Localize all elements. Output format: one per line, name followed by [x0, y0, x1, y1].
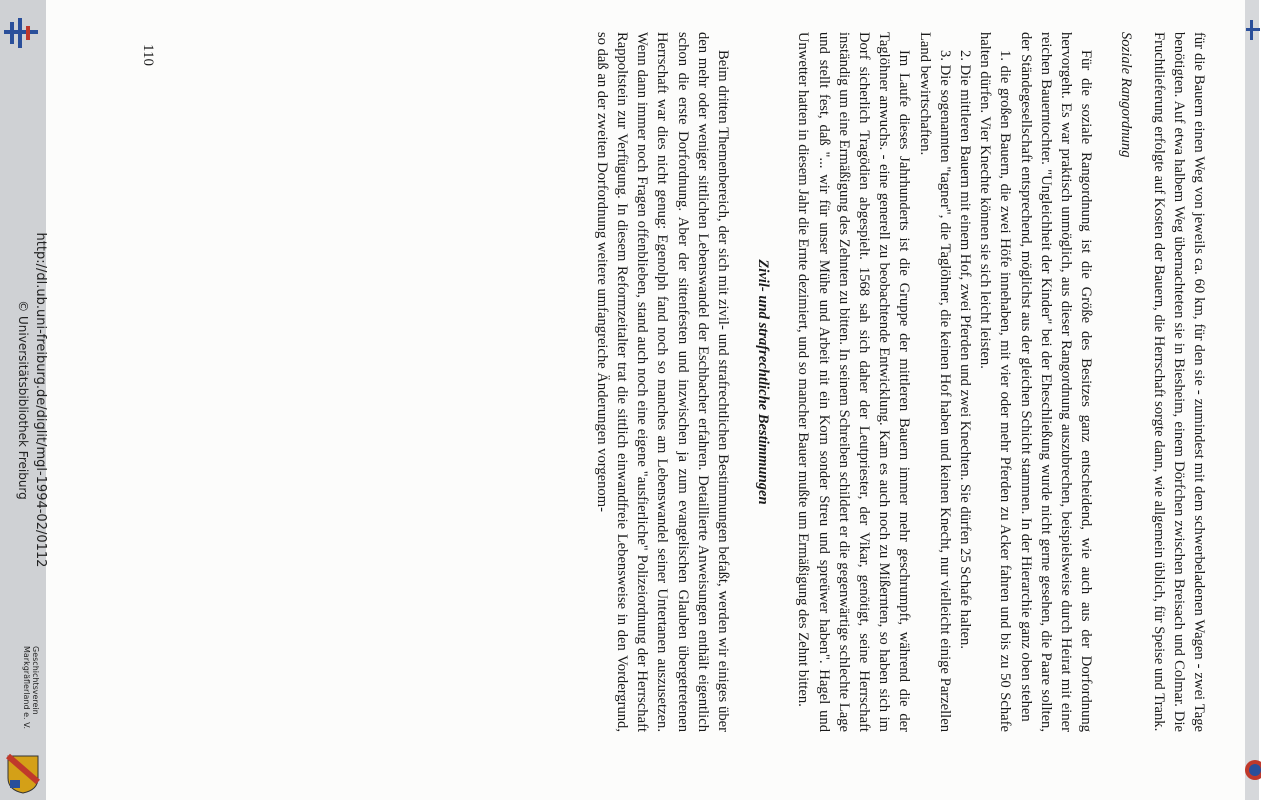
viewer-right-margin: [1245, 0, 1259, 800]
rotated-page-content: [121, 0, 1207, 800]
coat-of-arms-icon: [1245, 755, 1259, 785]
list-item: 1. die großen Bauern, die zwei Höfe innehaben, mit vier oder mehr Pferden zu Acker fahren und bis zu 50 Schafe halten dürfen. Vier Knechte können sie sich leicht leisten.: [977, 32, 1014, 732]
list-item: 3. Die sogenannten "tagner", die Taglöhner, die keinen Hof haben und keinen Knecht, nur vielleicht einige Parzellen Land bewirtschaften.: [916, 32, 953, 732]
scanned-page: [46, 0, 1245, 800]
section-heading: Zivil- und strafrechtliche Bestimmungen: [755, 259, 772, 505]
university-logo-icon: [1245, 18, 1261, 42]
list-item: 2. Die mittleren Bauern mit einem Hof, zwei Pferden und zwei Knechten. Sie dürfen 25 Schafe halten.: [956, 50, 973, 649]
copyright-notice: © Universitätsbibliothek Freiburg: [16, 300, 30, 500]
paragraph: für die Bauern einen Weg von jeweils ca. 60 km, für den sie - zumindest mit dem schwerbeladenen Wagen - zwei Tage benötigten. Auf etwa halbem Weg übernachteten sie in Biesheim, einem Dörfchen zwischen Breisach und Colmar. Die Fruchtlieferung erfolgte auf Kosten der Bauern, die Herrschaft sorgte dann, wie allgemein üblich, für Speise und Trank.: [1150, 32, 1207, 732]
paragraph: Für die soziale Rangordnung ist die Größe des Besitzes ganz entscheidend, wie auch aus der Dorfordnung hervorgeht. Es war praktisch unmöglich, aus dieser Rangordnung auszubrechen, beispielsweise durch Heirat mit einer reichen Bauerntochter. "Ungleichheit der Kinder" bei der Eheschließung wurde nicht gerne gesehen, die Paare sollten, der Ständegesellschaft entsprechend, möglichst aus der gleichen Schicht stammen. In der Hierarchie ganz oben stehen: [1017, 32, 1095, 732]
paragraph: Beim dritten Themenbereich, der sich mit zivil- und strafrechtlichen Bestimmungen befaßt, werden wir einiges über den mehr oder weniger sittlichen Lebenswandel der Eschbacher erfahren. Detaillierte Anweisungen enthält eigentlich schon die erste Dorfordnung. Aber der sittenfesten und inzwischen ja zum evangelischen Glauben übergetretenen Herrschaft war dies nicht genug: Egenolph fand noch so manches am Lebenswandel seiner Untertanen auszusetzen. Wenn dann immer noch Fragen offenblieben, stand auch noch eine eigene "ausfierliche" Polizeiordnung der Herrschaft Rappoltstein zur Verfügung. In diesem Reformzeitalter trat die sittlich einwandfreie Lebensweise in den Vordergrund, so daß an der zweiten Dorfordnung weitere umfangreiche Änderungen vorgenom-: [593, 32, 731, 732]
coat-of-arms-icon: [6, 754, 40, 794]
page-number: 110: [140, 44, 156, 66]
section-heading: Soziale Rangordnung: [1118, 32, 1135, 158]
body-text: [592, 32, 1209, 732]
source-url[interactable]: http://dl.ub.uni-freiburg.de/diglit/mgl-1994-02/0112: [33, 232, 48, 568]
paragraph: Im Laufe dieses Jahrhunderts ist die Gruppe der mittleren Bauern immer mehr geschrumpft, während die der Taglöhner anwuchs. - eine generell zu beobachtende Entwicklung. Kam es auch noch zu Mißernten, so haben sich im Dorf sicherlich Tragödien abgespielt. 1568 sah sich daher der Leutpriester, der Vikar, genötigt, seine Herrschaft inständig um eine Ermäßigung des Zehnten zu bitten. In seinem Schreiben schildert er die gegenwärtige schlechte Lage und stellt fest, daß "... wir für unser Mühe und Arbeit nit ein Korn sonder Streu und spreüwer haben". Hagel und Unwetter hatten in diesem Jahr die Ernte dezimiert, und so mancher Bauer mußte um Ermäßigung des Zehnt bitten.: [795, 32, 913, 732]
footer-strip: [0, 0, 46, 800]
society-name: Geschichtsverein Markgräflerland e. V.: [22, 646, 40, 730]
